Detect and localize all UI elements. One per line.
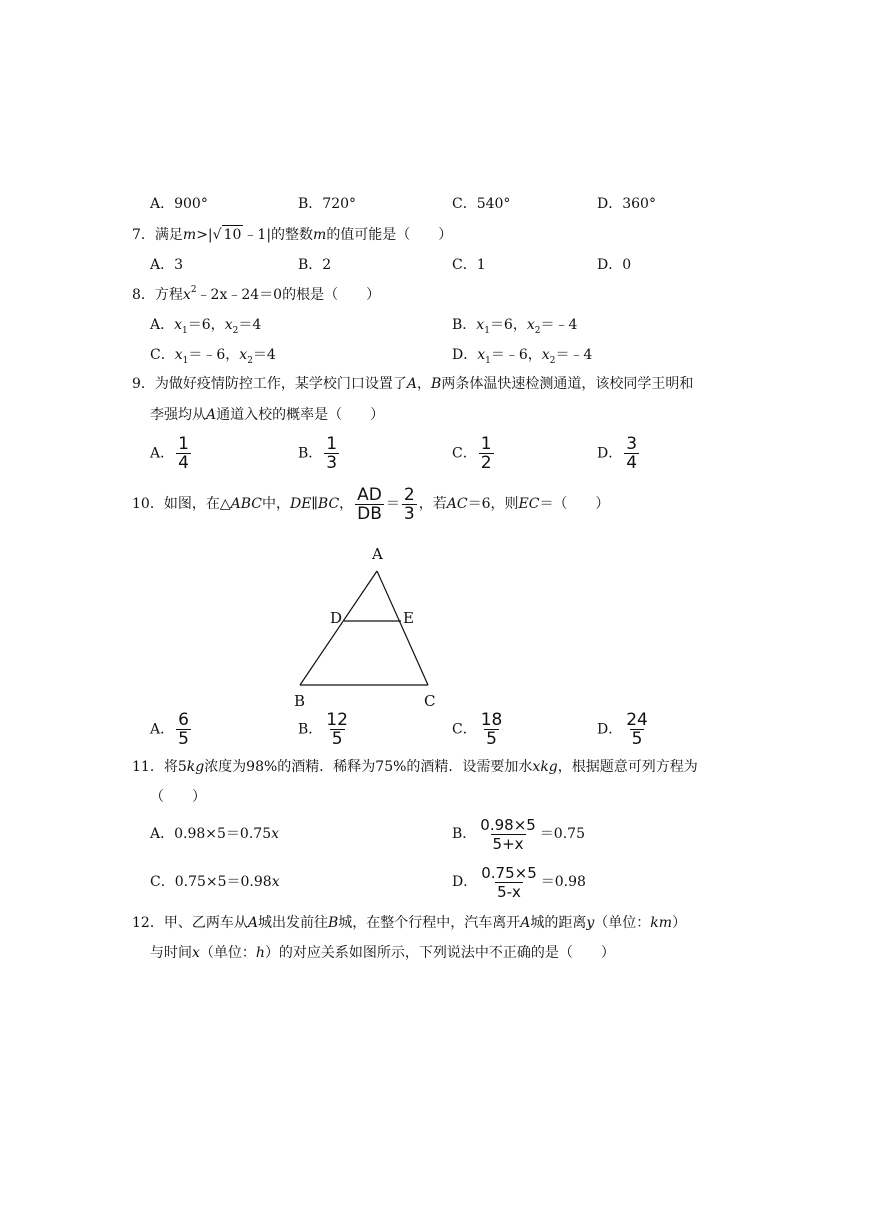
q11-option-c[interactable]: [150, 873, 280, 891]
q10-option-d-label: D．: [597, 721, 623, 738]
q8-stem: [132, 286, 380, 306]
q9-option-b-fraction: [324, 436, 339, 471]
q10-bc: BC: [317, 496, 340, 512]
q8-a-v2: ＝4: [238, 317, 262, 333]
q6-option-d[interactable]: D．360°: [597, 196, 656, 212]
q8-a-sub2: 2: [232, 326, 239, 336]
q10-option-b[interactable]: [298, 712, 352, 747]
q10-mid1: 中，: [261, 496, 290, 512]
q8-c-x1: x: [174, 347, 183, 363]
q8-prefix: 8．方程: [132, 287, 183, 303]
q11-line1-b: 浓度为98%的酒精．稀释为75%的酒精．设需要加水: [204, 759, 533, 775]
vertex-label-b: B: [294, 692, 306, 710]
q11-line1-a: 11．将5: [132, 759, 187, 775]
q12-line1-a: 12．甲、乙两车从: [132, 915, 248, 931]
q7-stem: [132, 225, 452, 244]
q11-xkg: xkg: [532, 759, 558, 775]
q7-option-a[interactable]: A．3: [150, 257, 184, 273]
q9-option-c-label: C．: [452, 445, 477, 462]
q8-exponent: 2: [190, 285, 197, 295]
q12-unit-h: h: [255, 945, 265, 961]
q10-c-num: 18: [480, 710, 503, 730]
q11-option-a-x: x: [271, 826, 280, 842]
q12-line2-a: 与时间: [150, 945, 192, 961]
q10-b-den: 5: [331, 729, 343, 749]
q11-option-d-label: D．: [452, 874, 478, 890]
vertex-label-d: D: [330, 609, 343, 627]
q8-b-x1: x: [476, 317, 485, 333]
q8-option-a[interactable]: [150, 316, 261, 336]
q9-stem-line2: [150, 406, 384, 424]
q8-d-x1: x: [477, 347, 486, 363]
q10-ratio-fraction: [355, 484, 384, 524]
q9-var-a2: A: [206, 407, 217, 423]
q10-option-a[interactable]: [150, 712, 193, 747]
q9-a-num: 1: [178, 434, 189, 454]
q10-mid2: ，若: [418, 496, 447, 512]
q11-option-a-label: A．: [150, 826, 175, 842]
sqrt-sign: √: [212, 227, 222, 243]
q9-var-a: A: [406, 376, 418, 392]
q10-suffix: ＝（ ）: [539, 496, 610, 512]
q9-b-num: 1: [326, 434, 338, 454]
q9-line2-a: 李强均从: [150, 407, 206, 423]
q10-value-den: 3: [403, 503, 415, 524]
q11-stem-line1: [132, 758, 698, 776]
q10-de: DE: [289, 496, 312, 512]
q10-prefix: 10．如图，在△: [132, 496, 231, 512]
q8-option-b-label: B．: [452, 317, 477, 333]
q10-ratio-den: DB: [357, 503, 382, 524]
q7-var-m2: m: [313, 227, 327, 243]
q11-option-b-label: B．: [452, 826, 477, 842]
q10-a-den: 5: [178, 729, 189, 749]
q9-option-c[interactable]: [452, 436, 496, 471]
q10-option-c-fraction: [479, 712, 505, 747]
q8-b-x2: x: [526, 317, 535, 333]
q7-gt: >|: [196, 227, 213, 243]
q10-ratio-num: AD: [357, 484, 382, 505]
q9-a-den: 4: [178, 453, 189, 473]
q12-unit-km: km: [650, 915, 673, 931]
q10-triangle-figure: [290, 540, 450, 710]
q11-option-c-text: 0.75×5＝0.98: [174, 874, 272, 890]
q8-d-x2: x: [541, 347, 550, 363]
q10-value-fraction: [402, 484, 417, 524]
q9-var-b: B: [431, 376, 442, 392]
q10-b-num: 12: [326, 710, 348, 730]
q11-b-num: 0.98×5: [480, 815, 536, 834]
q11-stem-line2: （ ）: [150, 789, 206, 805]
q10-option-d-fraction: [624, 712, 650, 747]
q10-option-b-label: B．: [298, 721, 323, 738]
q10-a-num: 6: [178, 710, 189, 730]
q10-option-d[interactable]: [597, 712, 652, 747]
q11-option-d[interactable]: [452, 860, 586, 904]
q12-line2-b: （单位：: [199, 945, 256, 961]
vertex-label-e: E: [403, 609, 414, 627]
q9-option-a[interactable]: [150, 436, 193, 471]
q12-stem-line1: [132, 914, 686, 932]
q12-var-a: A: [247, 915, 258, 931]
q11-d-den: 5-x: [497, 882, 521, 901]
q12-line2-c: ）的对应关系如图所示，下列说法中不正确的是（ ）: [264, 945, 615, 961]
q8-d-v1: ＝﹣6，: [490, 347, 542, 363]
q11-option-b-value: ＝0.75: [539, 826, 585, 842]
q6-option-c[interactable]: C．540°: [452, 196, 511, 212]
q10-parallel: ∥: [311, 496, 318, 512]
q8-c-x2: x: [239, 347, 248, 363]
side-ab: [300, 571, 377, 685]
q8-b-sub2: 2: [534, 326, 541, 336]
q7-radicand: 10: [223, 227, 242, 243]
q9-stem-line1: [132, 375, 693, 393]
q6-option-b[interactable]: B．720°: [298, 196, 357, 212]
q8-option-b[interactable]: [452, 316, 577, 336]
q11-b-den: 5+x: [492, 834, 524, 853]
q9-line1-a: 9．为做好疫情防控工作，某学校门口设置了: [132, 376, 407, 392]
q8-b-v1: ＝6，: [489, 317, 527, 333]
q11-option-d-fraction: [479, 865, 539, 900]
q10-option-c-label: C．: [452, 721, 477, 738]
q9-option-b-label: B．: [298, 445, 323, 462]
q11-line1-c: ，根据题意可列方程为: [557, 759, 698, 775]
q12-var-x: x: [192, 945, 200, 961]
q9-c-num: 1: [480, 434, 492, 454]
q9-comma: ，: [417, 376, 432, 392]
q12-var-a2: A: [520, 915, 531, 931]
q7-option-b[interactable]: B．2: [298, 257, 332, 273]
q10-c-den: 5: [486, 729, 497, 749]
q8-b-v2: ＝﹣4: [540, 317, 578, 333]
q10-option-c[interactable]: [452, 712, 506, 747]
q11-option-b-fraction: [478, 817, 538, 852]
q8-option-c[interactable]: [150, 346, 276, 366]
q12-line1-b: 城出发前往: [257, 915, 328, 931]
q11-option-a[interactable]: [150, 825, 279, 843]
q12-var-y: y: [586, 915, 595, 931]
q10-option-a-fraction: [176, 712, 191, 747]
q8-d-v2: ＝﹣4: [555, 347, 593, 363]
q8-option-a-label: A．: [150, 317, 175, 333]
q9-line1-b: 两条体温快速检测通道，该校同学王明和: [441, 376, 694, 392]
q7-suffix: 的值可能是（ ）: [326, 227, 453, 243]
q9-option-a-fraction: [176, 436, 191, 471]
q8-d-sub2: 2: [549, 356, 556, 366]
q11-option-c-x: x: [271, 874, 280, 890]
q8-a-x1: x: [174, 317, 183, 333]
q11-unit-kg: kg: [186, 759, 205, 775]
q7-prefix: 7．满足: [132, 227, 183, 243]
q9-c-den: 2: [480, 453, 492, 473]
q9-d-num: 3: [626, 434, 638, 454]
q12-line1-f: ）: [672, 915, 687, 931]
q8-option-c-label: C．: [150, 347, 175, 363]
q12-var-b: B: [327, 915, 339, 931]
q10-ac: AC: [446, 496, 468, 512]
q8-c-v2: ＝4: [252, 347, 276, 363]
q7-var-m: m: [182, 227, 197, 243]
q8-d-sub1: 1: [485, 356, 491, 366]
q7-option-d[interactable]: D．0: [597, 257, 632, 273]
q10-d-den: 5: [631, 729, 643, 749]
q8-var-x: x: [182, 287, 191, 303]
q8-a-sub1: 1: [182, 326, 188, 336]
q10-mid3: ＝6，则: [467, 496, 519, 512]
q7-option-c[interactable]: C．1: [452, 257, 486, 273]
q8-option-d[interactable]: [452, 346, 592, 366]
q7-after-sqrt: ﹣1|的整数: [243, 227, 314, 243]
q10-value-num: 2: [403, 484, 415, 505]
q10-option-b-fraction: [324, 712, 350, 747]
q9-option-d-label: D．: [597, 445, 623, 462]
q12-line1-c: 城，在整个行程中，汽车离开: [338, 915, 521, 931]
q9-option-a-label: A．: [150, 445, 175, 462]
q9-line2-b: 通道入校的概率是（ ）: [216, 407, 385, 423]
vertex-label-a: A: [372, 545, 383, 563]
q9-option-b[interactable]: [298, 436, 341, 471]
q11-option-a-text: 0.98×5＝0.75: [174, 826, 272, 842]
q8-c-sub1: 1: [182, 356, 189, 366]
q8-a-v1: ＝6，: [187, 317, 225, 333]
q11-option-c-label: C．: [150, 874, 175, 890]
q9-option-c-fraction: [479, 436, 494, 471]
q10-stem: [132, 484, 609, 524]
q9-option-d[interactable]: [597, 436, 641, 471]
q8-a-x2: x: [224, 317, 233, 333]
vertex-label-c: C: [424, 692, 436, 710]
q10-option-a-label: A．: [150, 721, 175, 738]
side-ac: [377, 571, 428, 685]
q10-comma: ，: [339, 496, 354, 512]
q10-eq: ＝: [385, 496, 400, 512]
q8-rest: ﹣2x﹣24＝0的根是（ ）: [196, 287, 381, 303]
q8-c-sub2: 2: [247, 356, 253, 366]
q11-option-d-value: ＝0.98: [540, 874, 586, 890]
q11-d-num: 0.75×5: [481, 863, 537, 882]
q9-option-d-fraction: [624, 436, 639, 471]
q8-b-sub1: 1: [484, 326, 490, 336]
q10-abc: ABC: [230, 496, 262, 512]
q6-option-a[interactable]: A．900°: [150, 196, 208, 212]
q9-b-den: 3: [326, 453, 338, 473]
q11-option-b[interactable]: [452, 812, 585, 856]
q10-d-num: 24: [626, 710, 648, 730]
q8-option-d-label: D．: [452, 347, 478, 363]
q12-line1-e: （单位：: [594, 915, 651, 931]
q10-ec: EC: [518, 496, 540, 512]
q12-stem-line2: [150, 944, 615, 962]
q12-line1-d: 城的距离: [530, 915, 587, 931]
q8-c-v1: ＝﹣6，: [188, 347, 240, 363]
q9-d-den: 4: [626, 453, 638, 473]
